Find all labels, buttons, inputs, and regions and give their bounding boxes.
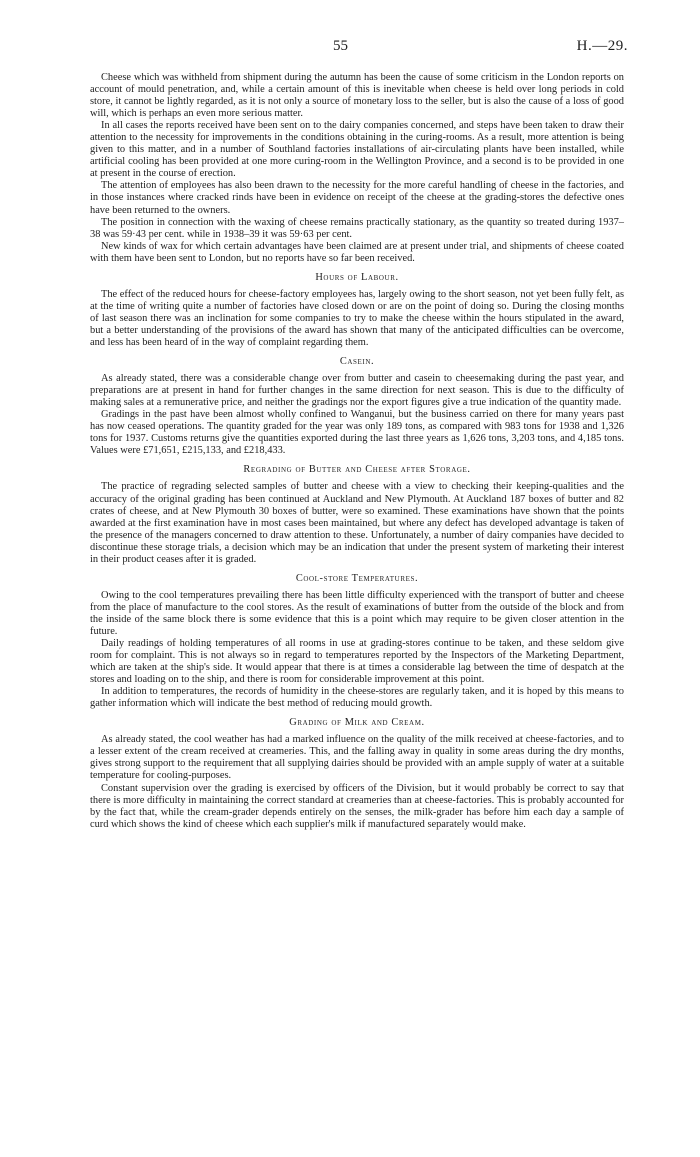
section-grading-milk-cream xyxy=(90,717,624,830)
paragraph: In all cases the reports received have been sent on to the dairy companies concerned, and steps have been taken to draw their attention to the necessity for improvements in the conditions obtaining in the curing-rooms. As a result, more attention is being given to this matter, and in a number of Southland factories installations of air-circulating plants have been installed, while artificial cooling has been provided at one more curing-room in the Wellington Province, and a second is to be provided in one at present in the course of erection. xyxy=(90,120,624,180)
paragraph: As already stated, the cool weather has had a marked influence on the quality of the milk received at cheese-factories, and to a lesser extent of the cream received at creameries. This, and the falling away in quality in some areas during the dry months, gives strong support to the requirement that all supplying dairies should be provided with an ample supply of water at a suitable temperature for cooling-purposes. xyxy=(90,734,624,782)
page-header xyxy=(0,38,700,62)
paragraph: New kinds of wax for which certain advantages have been claimed are at present under trial, and shipments of cheese coated with them have been sent to London, but no reports have so far been received. xyxy=(90,240,624,264)
section-heading: Cool-store Temperatures. xyxy=(295,572,419,584)
section-cheese-mould xyxy=(90,72,624,265)
paragraph: Cheese which was withheld from shipment during the autumn has been the cause of some criticism in the London reports on account of mould penetration, and, while a certain amount of this is inevitable when cheese is held over long periods in cold store, it cannot be lightly regarded, as it is not only a source of monetary loss to the seller, but is also the cause of a loss of good will, which is perhaps an even more serious matter. xyxy=(90,72,624,120)
body-text xyxy=(90,72,624,831)
paragraph: Owing to the cool temperatures prevailing there has been little difficulty experienced with the transport of butter and cheese from the place of manufacture to the cool stores. As the result of examinations of butter from the outside of the block and from the inside of the same block there is some evidence that this is a point which may require to be given closer attention in the future. xyxy=(90,589,624,637)
section-cool-store-temperatures xyxy=(90,573,624,711)
section-regrading xyxy=(90,464,624,565)
section-heading: Grading of Milk and Cream. xyxy=(289,717,425,729)
paragraph: The practice of regrading selected samples of butter and cheese with a view to checking their keeping-qualities and the accuracy of the original grading has been continued at Auckland and New Plymouth. At Auckland 187 boxes of butter and 82 crates of cheese, and at New Plymouth 30 boxes of butter, were so examined. These examinations have shown that the points awarded at the first examination have in most cases been maintained, but where any defect has developed advantage is taken of the presence of the managers concerned to draw attention to these. Unfortunately, a number of dairy companies have decided to discontinue these storage trials, a decision which may be an indication that under the present system of marketing their interest in their product ceases after it is graded. xyxy=(90,481,624,565)
paragraph: Constant supervision over the grading is exercised by officers of the Division, but it would probably be correct to say that there is more difficulty in maintaining the correct standard at creameries than at cheese-factories. This is probably accounted for by the fact that, while the cream-grader depends entirely on the senses, the milk-grader has before him each day a sample of curd which shows the kind of cheese which each supplier's milk if manufactured separately would make. xyxy=(90,782,624,830)
page-number: 55 xyxy=(333,38,348,54)
section-heading: Regrading of Butter and Cheese after Storage. xyxy=(243,464,471,476)
section-casein xyxy=(90,356,624,457)
section-heading: Casein. xyxy=(339,356,375,368)
section-hours-of-labour xyxy=(90,272,624,349)
paragraph: The effect of the reduced hours for cheese-factory employees has, largely owing to the short season, not yet been fully felt, as at the time of writing quite a number of factories have closed down or are on the point of doing so. During the closing months of last season there was an inclination for some companies to try to make the cheese within the hours stipulated in the award, but a better understanding of the provisions of the award has shown that many of the anticipated difficulties can be overcome, and less has been heard of in the way of complaint regarding them. xyxy=(90,288,624,348)
paragraph: In addition to temperatures, the records of humidity in the cheese-stores are regularly taken, and it is hoped by this means to gather information which will indicate the best method of reducing mould growth. xyxy=(90,686,624,710)
section-heading: Hours of Labour. xyxy=(315,271,399,283)
paragraph: Daily readings of holding temperatures of all rooms in use at grading-stores continue to be taken, and these seldom give room for complaint. This is not always so in regard to temperatures reported by the Inspectors of the Marketing Department, which are taken at the ship's side. It would appear that there is at times a considerable lag between the time of despatch at the stores and loading on to the ship, and there is room for considerable improvement at this point. xyxy=(90,638,624,686)
paragraph: Gradings in the past have been almost wholly confined to Wanganui, but the business carried on there for many years past has now ceased operations. The quantity graded for the year was only 189 tons, as compared with 983 tons for 1938 and 1,326 tons for 1937. Customs returns give the quantities exported during the last three years as 1,626 tons, 3,203 tons, and 4,185 tons. Values were £71,651, £215,133, and £218,433. xyxy=(90,409,624,457)
paragraph: As already stated, there was a considerable change over from butter and casein to cheesemaking during the past year, and preparations are at present in hand for further changes in the same direction for next season. This is due to the difficulty of making sales at a remunerative price, and neither the gradings nor the export figures give a true indication of the quantity made. xyxy=(90,373,624,409)
document-reference: H.—29. xyxy=(576,38,628,54)
paragraph: The position in connection with the waxing of cheese remains practically stationary, as the quantity so treated during 1937–38 was 59·43 per cent. while in 1938–39 it was 59·63 per cent. xyxy=(90,216,624,240)
paragraph: The attention of employees has also been drawn to the necessity for the more careful handling of cheese in the factories, and in those instances where cracked rinds have been in evidence on receipt of the cheese at the grading-stores the defective ones have been returned to the owners. xyxy=(90,180,624,216)
